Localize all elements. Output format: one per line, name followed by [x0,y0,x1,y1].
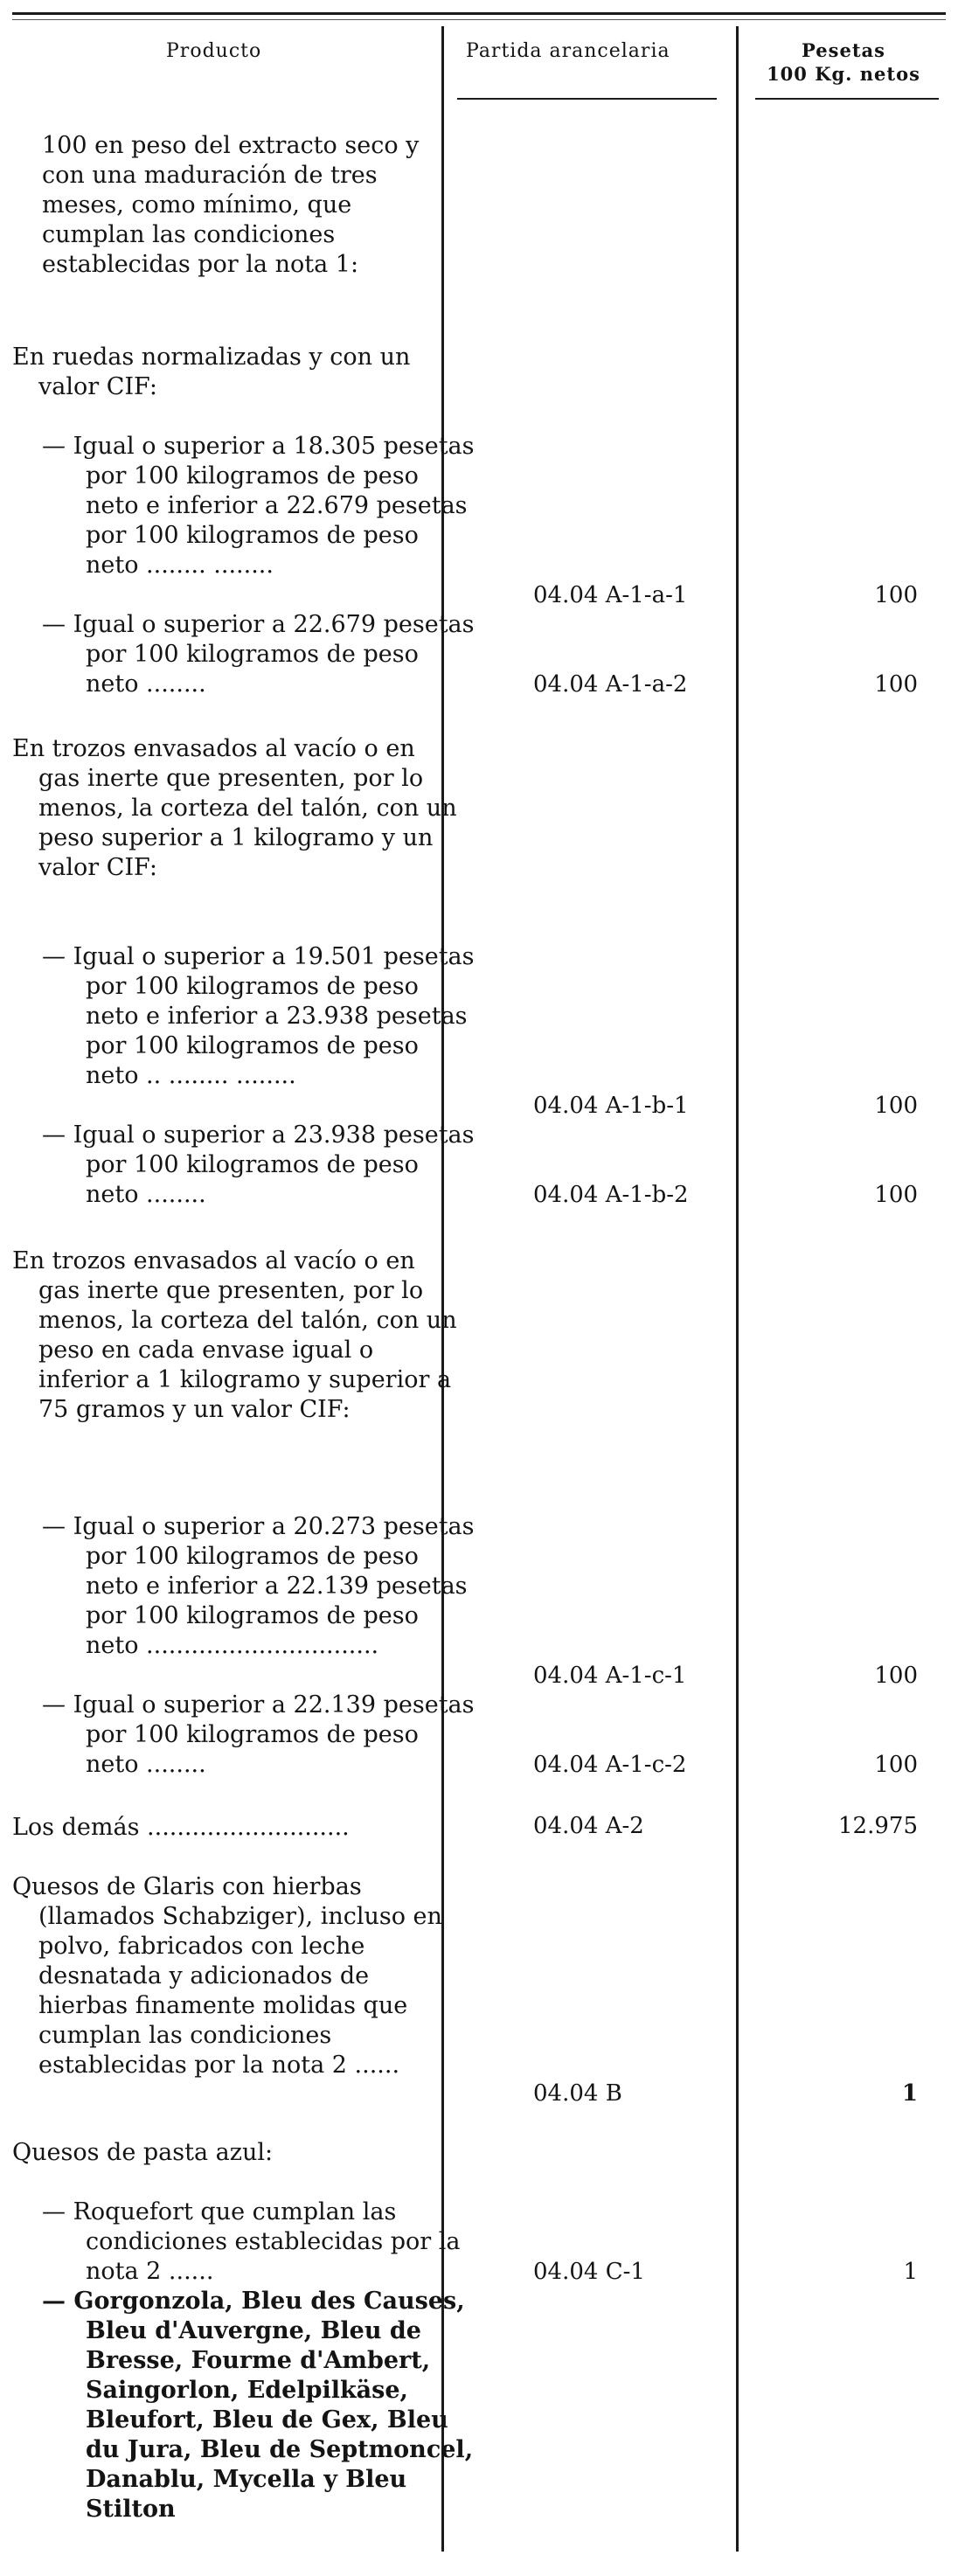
code-c2: 04.04 A-1-c-2 [533,1752,687,1778]
code-c1: 04.04 A-1-c-1 [533,1663,687,1689]
header-pesetas-line1: Pesetas [802,39,885,61]
rate-demas: 12.975 [838,1813,918,1839]
rate-roquefort: 1 [903,2259,918,2285]
code-demas: 04.04 A-2 [533,1813,644,1839]
header-pesetas [752,38,935,86]
header-partida-arancelaria: Partida arancelaria [466,40,670,62]
rate-a1: 100 [874,582,918,608]
gorgonzola-text: — Gorgonzola, Bleu des Causes, Bleu d'Auvergne, Bleu de Bresse, Fourme d'Ambert, Saingorlon, Edelpilkäse, Bleufort, Bleu de Gex, Bleu du Jura, Bleu de Septmoncel, Danablu, Mycella y Bleu Stilton [42,2288,474,2523]
azul-heading: Quesos de pasta azul: [12,2139,274,2166]
intro-text: 100 en peso del extracto seco y con una maduración de tres meses, como mínimo, que cumplan las condiciones establecidas por la nota 1: [42,132,420,278]
header-rule-rate [755,98,939,100]
rate-c1: 100 [874,1663,918,1689]
rate-a2: 100 [874,671,918,698]
top-rule-thin [12,19,946,20]
rate-c2: 100 [874,1752,918,1778]
ruedas-a2-text: — Igual o superior a 22.679 pesetas por 100 kilogramos de peso neto ........ [42,611,475,698]
trozos-b1-text: — Igual o superior a 19.501 pesetas por 100 kilogramos de peso neto e inferior a 23.938 pesetas por 100 kilogramos de peso neto .. ........ ........ [42,943,475,1089]
trozos-b-heading: En trozos envasados al vacío o en gas inerte que presenten, por lo menos, la corteza del talón, con un peso superior a 1 kilogramo y un valor CIF: [12,735,457,881]
ruedas-heading: En ruedas normalizadas y con un valor CIF: [12,344,411,400]
demas-text: Los demás ........................... [12,1814,350,1841]
ruedas-a1-text: — Igual o superior a 18.305 pesetas por 100 kilogramos de peso neto e inferior a 22.679 pesetas por 100 kilogramos de peso neto ........ ........ [42,433,475,579]
rate-glaris: 1 [901,2080,918,2107]
trozos-b2-text: — Igual o superior a 23.938 pesetas por 100 kilogramos de peso neto ........ [42,1121,475,1208]
top-rule [12,12,946,15]
code-b2: 04.04 A-1-b-2 [533,1182,689,1208]
code-a2: 04.04 A-1-a-2 [533,671,688,698]
header-rule-tariff [457,98,717,100]
code-glaris: 04.04 B [533,2080,622,2107]
code-a1: 04.04 A-1-a-1 [533,582,688,608]
trozos-c2-text: — Igual o superior a 22.139 pesetas por 100 kilogramos de peso neto ........ [42,1691,475,1778]
rate-b1: 100 [874,1093,918,1119]
column-divider-2 [736,26,739,2552]
code-roquefort: 04.04 C-1 [533,2259,645,2285]
header-pesetas-line2: 100 Kg. netos [767,63,920,85]
header-producto: Producto [166,40,262,62]
trozos-c1-text: — Igual o superior a 20.273 pesetas por 100 kilogramos de peso neto e inferior a 22.139 pesetas por 100 kilogramos de peso neto ............................... [42,1513,475,1659]
glaris-text: Quesos de Glaris con hierbas (llamados Schabziger), incluso en polvo, fabricados con leche desnatada y adicionados de hierbas finamente molidas que cumplan las condiciones establecidas por la nota 2 ...... [12,1873,442,2079]
rate-b2: 100 [874,1182,918,1208]
trozos-c-heading: En trozos envasados al vacío o en gas inerte que presenten, por lo menos, la corteza del talón, con un peso en cada envase igual o inferior a 1 kilogramo y superior a 75 gramos y un valor CIF: [12,1247,457,1423]
code-b1: 04.04 A-1-b-1 [533,1093,689,1119]
roquefort-text: — Roquefort que cumplan las condiciones establecidas por la nota 2 ...... [42,2198,461,2285]
